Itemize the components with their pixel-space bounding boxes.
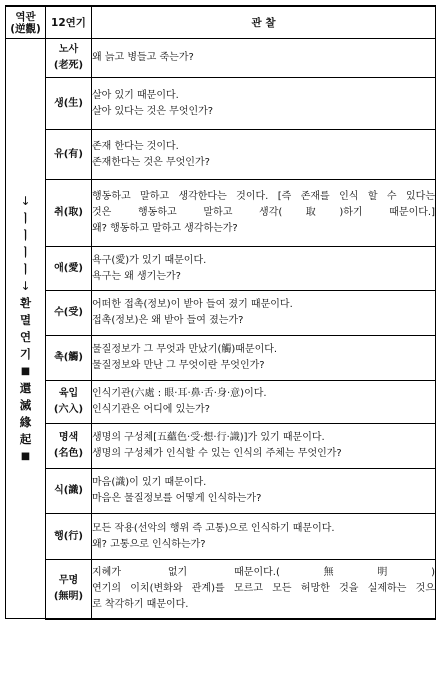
link-name-line: 식(識)	[54, 485, 83, 496]
table-row	[6, 180, 436, 247]
table-row	[6, 291, 436, 336]
observation-text	[92, 469, 436, 514]
observation-text	[92, 291, 436, 336]
link-name	[46, 247, 92, 291]
dash-mark: ㅣ	[19, 244, 32, 259]
link-name	[46, 180, 92, 247]
observation-line: 살아 있기 때문이다.	[92, 89, 179, 101]
observation-line: 행동하고 말하고 생각한다는 것이다. [즉 존재를 인식 할 수 있다는	[92, 191, 435, 202]
table-row	[6, 469, 436, 514]
table-row	[6, 130, 436, 180]
observation-text	[92, 247, 436, 291]
side-label-hanja: 起	[19, 431, 32, 446]
observation-line: 욕구는 왜 생기는가?	[92, 270, 181, 282]
link-name	[46, 514, 92, 560]
observation-line: 물질정보와 만난 그 무엇이란 무엇인가?	[92, 360, 265, 371]
link-name	[46, 381, 92, 424]
link-name-line: (無明)	[53, 590, 84, 602]
dash-mark: ㅣ	[19, 261, 32, 276]
header-twelve-links: 12연기	[46, 6, 92, 39]
table-row	[6, 78, 436, 130]
table-row	[6, 39, 436, 78]
table-row	[6, 381, 436, 424]
observation-line: 생명의 구성체가 인식할 수 있는 인식의 주체는 무엇인가?	[92, 448, 342, 459]
side-label-char: 연	[19, 329, 32, 344]
header-reverse-view-bottom: (逆觀)	[10, 22, 41, 35]
observation-text	[92, 514, 436, 560]
link-name-line: 수(受)	[54, 307, 83, 318]
down-arrow-icon: ↓	[20, 278, 31, 293]
reverse-view-side-label	[6, 39, 46, 619]
observation-text	[92, 381, 436, 424]
dash-mark: ㅣ	[19, 227, 32, 242]
observation-line: 욕구(愛)가 있기 때문이다.	[92, 254, 207, 266]
link-name	[46, 291, 92, 336]
link-name-line: 무명	[58, 574, 79, 586]
observation-line: 접촉(정보)은 왜 받아 들여 졌는가?	[92, 315, 244, 326]
observation-table-document	[5, 5, 436, 620]
header-reverse-view-top: 역관	[15, 10, 36, 23]
observation-text	[92, 424, 436, 469]
observation-text	[92, 560, 436, 619]
observation-text	[92, 180, 436, 247]
link-name	[46, 39, 92, 78]
square-marker: ■	[20, 365, 31, 377]
link-name	[46, 130, 92, 180]
observation-line: 인식기관(六處 : 眼·耳·鼻·舌·身·意)이다.	[92, 388, 267, 399]
link-name-line: (老死)	[53, 60, 84, 71]
observation-text	[92, 130, 436, 180]
link-name-line: 생(生)	[54, 97, 83, 109]
down-arrow-icon: ↓	[20, 193, 31, 208]
dash-mark: ㅣ	[19, 210, 32, 225]
observation-line: 모든 작용(선악의 행위 즉 고통)으로 인식하기 때문이다.	[92, 522, 335, 534]
table-row	[6, 336, 436, 381]
side-label-hanja: 滅	[19, 397, 32, 412]
observation-text	[92, 39, 436, 78]
table-row	[6, 560, 436, 619]
observation-line: 것은 행동하고 말하고 생각(取)하기 때문이다.]	[92, 207, 435, 218]
link-name-line: 유(有)	[54, 148, 83, 160]
observation-line: 지혜가 없기 때문이다.(無明)	[92, 566, 435, 578]
link-name-line: 행(行)	[54, 530, 83, 542]
side-label-char: 환	[19, 295, 32, 310]
link-name-line: (六入)	[53, 404, 84, 415]
observation-line: 마음(識)이 있기 때문이다.	[92, 477, 207, 488]
square-marker: ■	[20, 450, 31, 462]
table-row	[6, 247, 436, 291]
observation-text	[92, 336, 436, 381]
link-name-line: 촉(觸)	[54, 352, 83, 363]
link-name-line: 취(取)	[54, 207, 83, 218]
observation-line: 마음은 물질정보를 어떻게 인식하는가?	[92, 493, 262, 504]
observation-text	[92, 78, 436, 130]
observation-line: 존재 한다는 것이다.	[92, 140, 179, 152]
header-reverse-view	[6, 6, 46, 39]
observation-line: 왜? 고통으로 인식하는가?	[92, 538, 206, 550]
table-body	[6, 39, 436, 619]
observation-line: 왜 늙고 병들고 죽는가?	[92, 52, 194, 63]
observation-line: 연기의 이치(변화와 관계)를 모르고 모든 허망한 것을 실제하는 것으	[92, 582, 435, 594]
link-name-line: 노사	[58, 44, 79, 55]
link-name	[46, 560, 92, 619]
link-name-line: (名色)	[53, 448, 84, 459]
observation-line: 살아 있다는 것은 무엇인가?	[92, 105, 214, 117]
header-observation: 관 찰	[92, 6, 436, 39]
observation-line: 어떠한 접촉(정보)이 받아 들여 졌기 때문이다.	[92, 299, 293, 310]
side-label-char: 기	[19, 346, 32, 361]
link-name-line: 육입	[58, 388, 79, 399]
link-name	[46, 424, 92, 469]
link-name	[46, 336, 92, 381]
observation-line: 인식기관은 어디에 있는가?	[92, 404, 210, 415]
observation-line: 로 착각하기 때문이다.	[92, 598, 189, 610]
link-name-line: 명색	[58, 432, 79, 443]
side-label-hanja: 還	[19, 380, 32, 395]
side-label-char: 멸	[19, 312, 32, 327]
observation-line: 물질정보가 그 무엇과 만났기(觸)때문이다.	[92, 344, 278, 355]
link-name	[46, 469, 92, 514]
link-name	[46, 78, 92, 130]
table-header-row	[6, 6, 436, 39]
table-row	[6, 514, 436, 560]
link-name-line: 애(愛)	[54, 262, 83, 274]
side-label-hanja: 緣	[19, 414, 32, 429]
observation-line: 존재한다는 것은 무엇인가?	[92, 156, 210, 168]
observation-line: 생명의 구성체[五蘊色·受·想·行·識)]가 있기 때문이다.	[92, 432, 325, 443]
twelve-links-table	[5, 5, 436, 620]
observation-line: 왜? 행동하고 말하고 생각하는가?	[92, 223, 238, 234]
table-row	[6, 424, 436, 469]
side-label-stack	[6, 193, 45, 465]
